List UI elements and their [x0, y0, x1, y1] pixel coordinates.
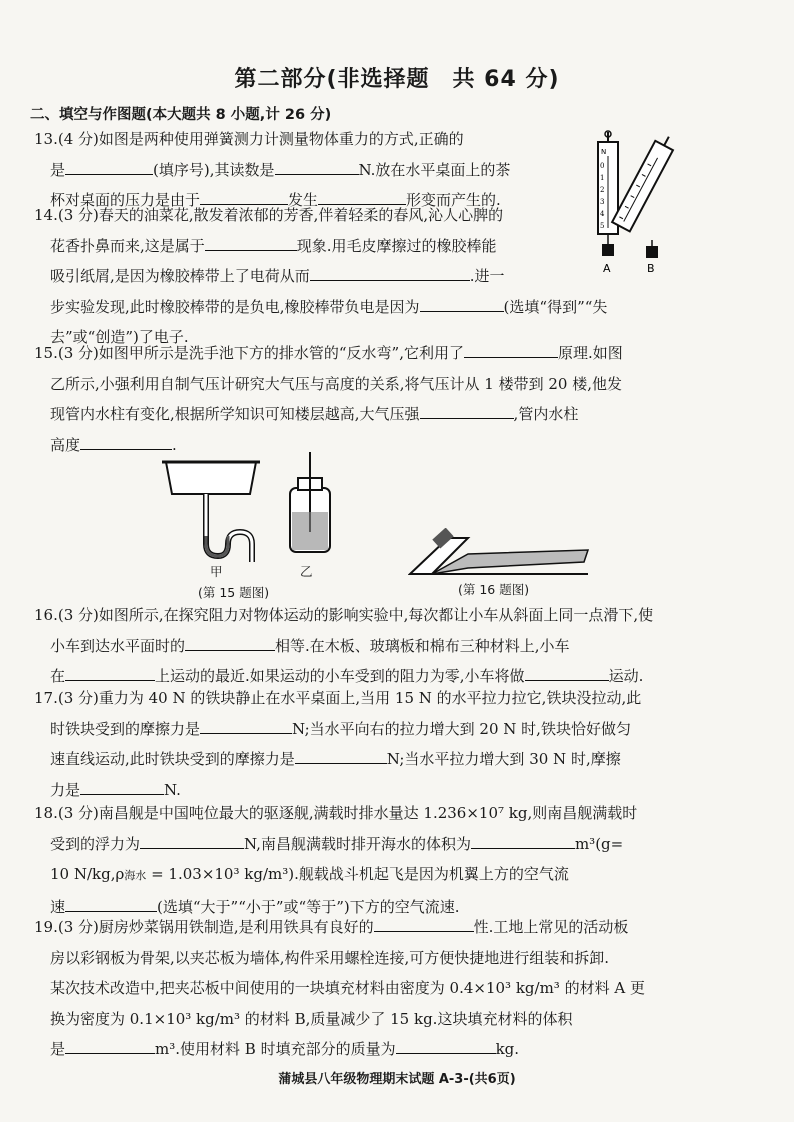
q16-blank-3[interactable] — [525, 666, 609, 681]
q17-blank-2[interactable] — [295, 749, 387, 764]
fig16-caption: (第 16 题图) — [458, 582, 530, 597]
spring-scale-b — [612, 132, 678, 231]
question-14: 14.(3 分)春天的油菜花,散发着浓郁的芳香,伴着轻柔的春风,沁人心脾的 花香扑鼻而来,这是属于 现象.用毛皮摩擦过的橡胶棒能 吸引纸屑,是因为橡胶棒带上了电荷从而 .进一 步实验发现,此时橡胶棒带的是负电,橡胶棒带负电是因为 (选填“得到”“失 去”或“创造”)了电子. — [62, 200, 732, 353]
q19-blank-3[interactable] — [396, 1039, 496, 1054]
drain-and-barometer-figure — [160, 452, 340, 572]
q14-blank-2[interactable] — [310, 266, 470, 281]
q15-blank-2[interactable] — [420, 404, 514, 419]
q13-blank-2[interactable] — [275, 160, 359, 175]
q16-blank-2[interactable] — [65, 666, 155, 681]
svg-text:4: 4 — [600, 210, 605, 218]
q16-blank-1[interactable] — [185, 636, 275, 651]
spring-scale-figure — [592, 130, 692, 280]
q13-blank-1[interactable] — [65, 160, 153, 175]
label-b: B — [647, 262, 655, 275]
question-17: 17.(3 分)重力为 40 N 的铁块静止在水平桌面上,当用 15 N 的水平拉力拉它,铁块没拉动,此 时铁块受到的摩擦力是 N;当水平向右的拉力增大到 20 N 时,铁块恰好做匀 速直线运动,此时铁块受到的摩擦力是 N;当水平拉力增大到 30 N 时,摩擦 力是 N. — [34, 689, 642, 799]
q18-blank-2[interactable] — [471, 834, 575, 849]
q14-blank-1[interactable] — [205, 236, 297, 251]
svg-text:0: 0 — [600, 162, 605, 170]
q17-blank-3[interactable] — [80, 780, 164, 795]
fig15-label-jia: 甲 — [210, 564, 223, 579]
section-heading: 二、填空与作图题(本大题共 8 小题,计 26 分) — [30, 107, 332, 123]
barometer-bottle-drawing — [290, 452, 330, 552]
svg-text:2: 2 — [600, 186, 605, 194]
q18-blank-1[interactable] — [140, 834, 244, 849]
q14-blank-3[interactable] — [420, 297, 504, 312]
question-13: 13.(4 分)如图是两种使用弹簧测力计测量物体重力的方式,正确的 是 (填序号),其读数是 N.放在水平桌面上的茶 杯对桌面的压力是由于 发生 形变而产生的. — [62, 124, 732, 216]
fig15-label-yi: 乙 — [300, 564, 313, 579]
question-18: 18.(3 分)南昌舰是中国吨位最大的驱逐舰,满载时排水量达 1.236×10⁷ kg,则南昌舰满载时 受到的浮力为 N,南昌舰满载时排开海水的体积为 m³(g= 10 N/kg,ρ海水 = 1.03×10³ kg/m³).舰载战斗机起飞是因为机翼上方的空气流 速 (选填“大于”“小于”或“等于”)下方的空气流速. — [34, 804, 638, 916]
q14-line1: 14.(3 分)春天的油菜花,散发着浓郁的芳香,伴着轻柔的春风,沁人心脾的 — [34, 206, 504, 224]
svg-text:3: 3 — [600, 198, 605, 206]
spring-scale-a — [598, 131, 618, 275]
svg-text:1: 1 — [600, 174, 605, 182]
q19-blank-2[interactable] — [65, 1039, 155, 1054]
question-15: 15.(3 分)如图甲所示是洗手池下方的排水管的“反水弯”,它利用了 原理.如图 乙所示,小强利用自制气压计研究大气压与高度的关系,将气压计从 1 楼带到 20 楼,他发 现管内水柱有变化,根据所学知识可知楼层越高,大气压强 ,管内水柱 高度 . — [34, 344, 623, 454]
q15-blank-3[interactable] — [80, 435, 172, 450]
q13-line1: 13.(4 分)如图是两种使用弹簧测力计测量物体重力的方式,正确的 — [34, 130, 464, 148]
fig15-caption: (第 15 题图) — [198, 585, 270, 600]
q19-blank-1[interactable] — [374, 917, 474, 932]
question-19: 19.(3 分)厨房炒菜锅用铁制造,是利用铁具有良好的 性.工地上常见的活动板 房以彩钢板为骨架,以夹芯板为墙体,构件采用螺栓连接,可方便快捷地进行组装和拆卸. 某次技术改造中,把夹芯板中间使用的一块填充材料由密度为 0.4×10³ kg/m³ 的材料 A 更 换为密度为 0.1×10³ kg/m³ 的材料 B,质量减少了 15 kg.这块填充材料的体积 是 m³.使用材料 B 时填充部分的质量为 kg. — [34, 918, 645, 1058]
part-title: 第二部分(非选择题 共 64 分) — [234, 67, 560, 92]
incline-cart-figure — [408, 528, 598, 578]
q15-blank-1[interactable] — [464, 343, 558, 358]
q18-blank-3[interactable] — [65, 897, 157, 912]
svg-text:5: 5 — [600, 222, 605, 230]
page-footer: 蒲城县八年级物理期末试题 A-3-(共6页) — [278, 1072, 516, 1087]
sink-trap-drawing — [162, 462, 260, 562]
svg-text:N: N — [601, 148, 607, 156]
label-a: A — [603, 262, 611, 275]
question-16: 16.(3 分)如图所示,在探究阻力对物体运动的影响实验中,每次都让小车从斜面上同一点滑下,使 小车到达水平面时的 相等.在木板、玻璃板和棉布三种材料上,小车 在 上运动的最近.如果运动的小车受到的阻力为零,小车将做 运动. — [34, 606, 654, 685]
q17-blank-1[interactable] — [200, 719, 292, 734]
